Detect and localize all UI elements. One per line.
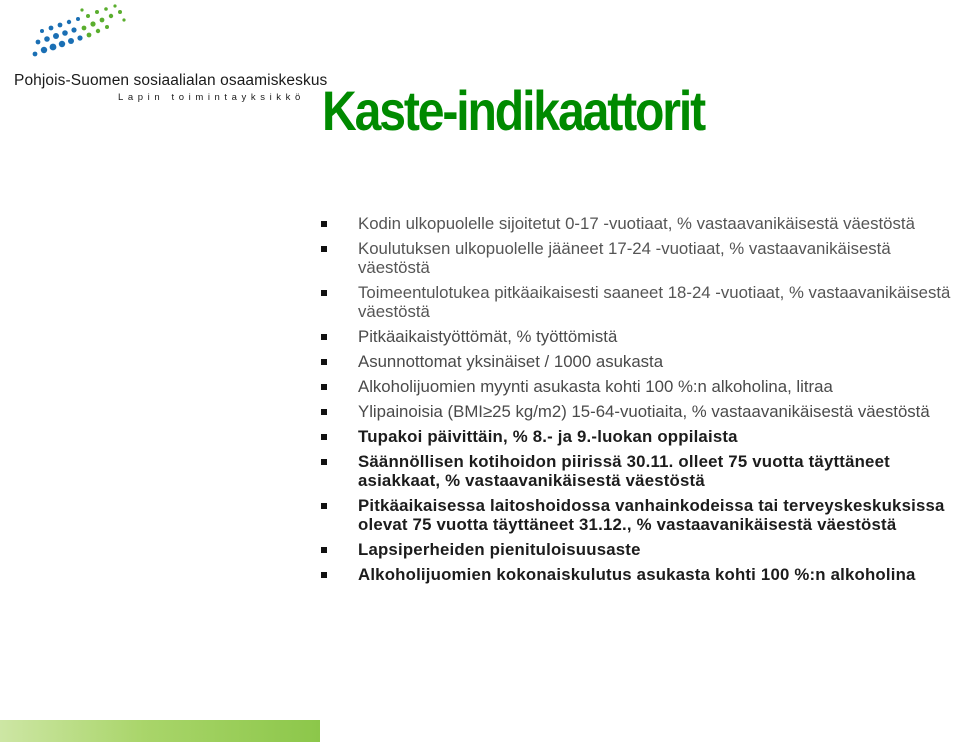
list-item-text: Säännöllisen kotihoidon piirissä 30.11. olleet 75 vuotta täyttäneet asiakkaat, % vastaavanikäisestä väestöstä <box>358 452 890 490</box>
square-bullet-icon <box>321 572 327 578</box>
list-item <box>318 377 960 396</box>
organization-name: Pohjois-Suomen sosiaalialan osaamiskeskus <box>14 72 328 89</box>
dot-swoosh-logo-icon <box>22 2 162 68</box>
list-item <box>318 402 960 421</box>
list-item <box>318 239 960 277</box>
list-item <box>318 427 960 446</box>
organization-logo <box>12 2 328 106</box>
page-title: Kaste-indikaattorit <box>322 79 704 142</box>
list-item-text: Tupakoi päivittäin, % 8.- ja 9.-luokan oppilaista <box>358 427 738 446</box>
list-item-text: Kodin ulkopuolelle sijoitetut 0-17 -vuotiaat, % vastaavanikäisestä väestöstä <box>358 214 915 233</box>
list-item-text: Lapsiperheiden pienituloisuusaste <box>358 540 641 559</box>
square-bullet-icon <box>321 221 327 227</box>
list-item-text: Koulutuksen ulkopuolelle jääneet 17-24 -vuotiaat, % vastaavanikäisestä väestöstä <box>358 239 891 277</box>
square-bullet-icon <box>321 359 327 365</box>
square-bullet-icon <box>321 290 327 296</box>
list-item-text: Pitkäaikaistyöttömät, % työttömistä <box>358 327 618 346</box>
list-item <box>318 452 960 490</box>
list-item-text: Ylipainoisia (BMI≥25 kg/m2) 15-64-vuotiaita, % vastaavanikäisestä väestöstä <box>358 402 930 421</box>
square-bullet-icon <box>321 547 327 553</box>
list-item <box>318 352 960 371</box>
list-item-text: Alkoholijuomien kokonaiskulutus asukasta kohti 100 %:n alkoholina <box>358 565 916 584</box>
list-item <box>318 540 960 559</box>
decorative-green-band <box>0 720 320 742</box>
square-bullet-icon <box>321 459 327 465</box>
square-bullet-icon <box>321 434 327 440</box>
list-item <box>318 214 960 233</box>
square-bullet-icon <box>321 246 327 252</box>
list-item <box>318 283 960 321</box>
square-bullet-icon <box>321 503 327 509</box>
list-item <box>318 565 960 584</box>
square-bullet-icon <box>321 409 327 415</box>
list-item <box>318 496 960 534</box>
list-item-text: Asunnottomat yksinäiset / 1000 asukasta <box>358 352 664 371</box>
square-bullet-icon <box>321 334 327 340</box>
list-item <box>318 327 960 346</box>
organization-subtitle: Lapin toimintayksikkö <box>118 92 305 103</box>
list-item-text: Pitkäaikaisessa laitoshoidossa vanhainkodeissa tai terveyskeskuksissa olevat 75 vuotta täyttäneet 31.12., % vastaavanikäisestä väestöstä <box>358 496 945 534</box>
list-item-text: Toimeentulotukea pitkäaikaisesti saaneet 18-24 -vuotiaat, % vastaavanikäisestä väestöstä <box>358 283 951 321</box>
list-item-text: Alkoholijuomien myynti asukasta kohti 100 %:n alkoholina, litraa <box>358 377 833 396</box>
square-bullet-icon <box>321 384 327 390</box>
indicator-list <box>318 214 960 590</box>
